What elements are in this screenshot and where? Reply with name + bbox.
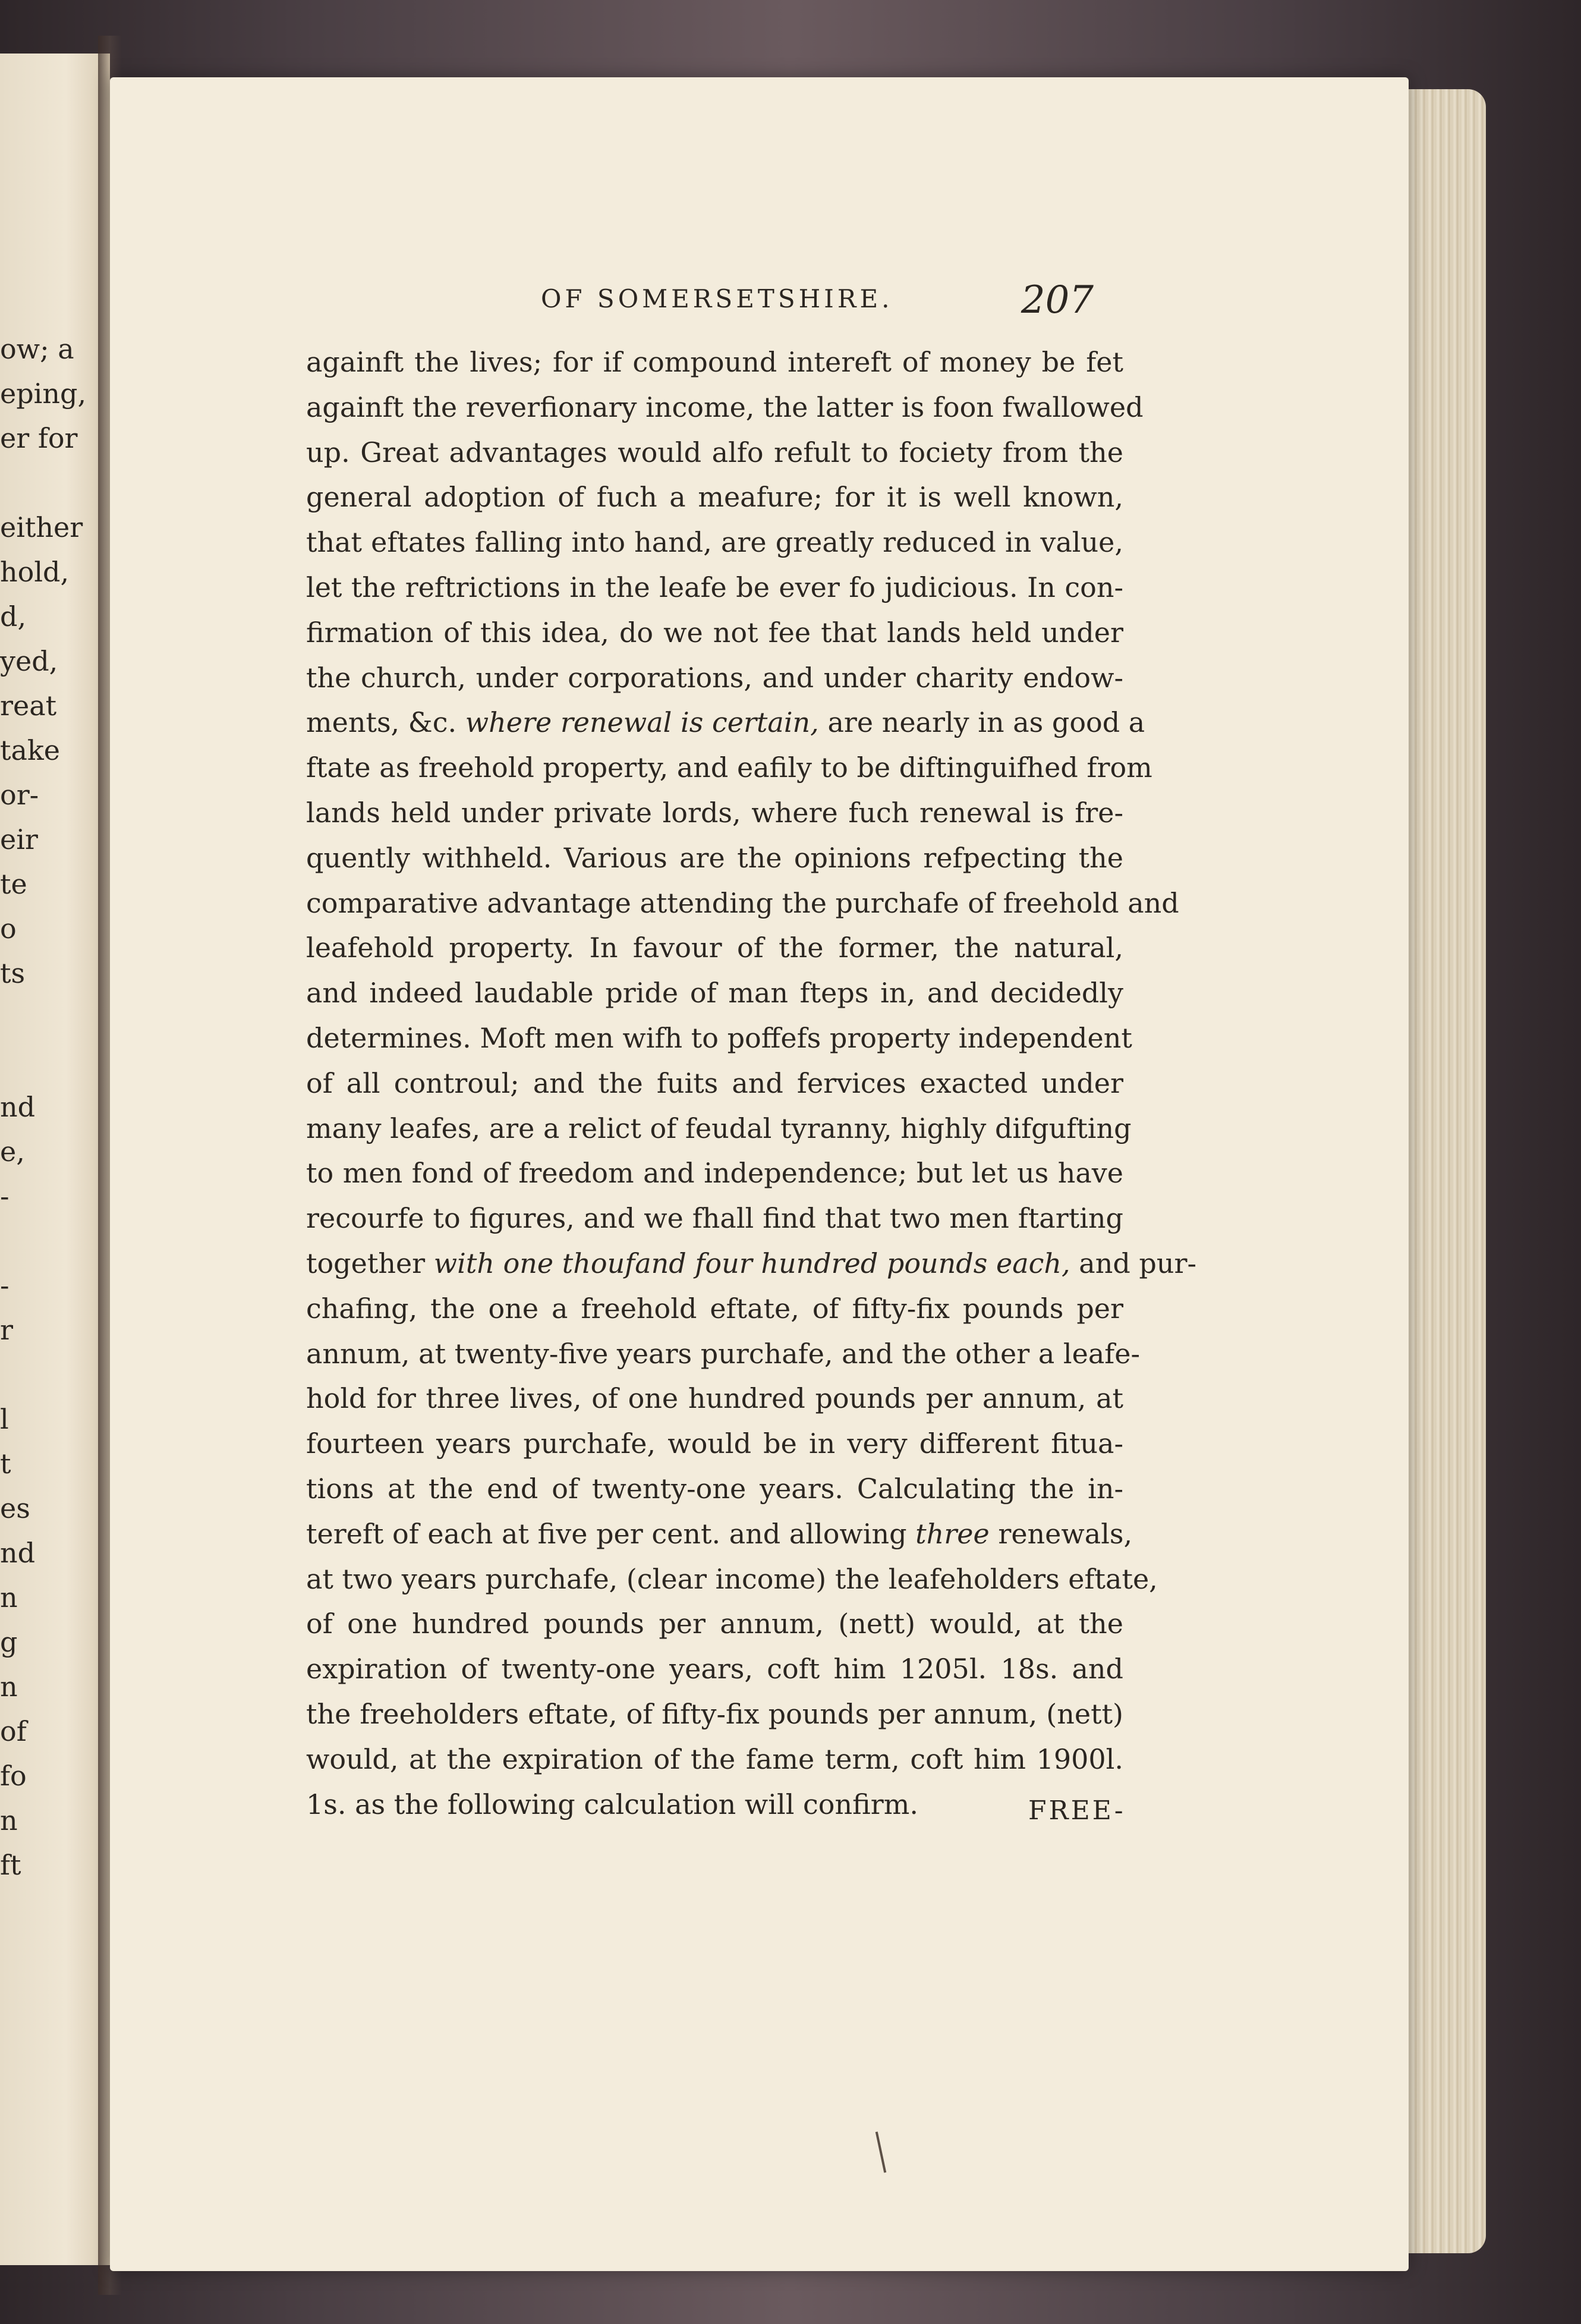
margin-fragment: n [0,1581,18,1614]
running-title: OF SOMERSETSHIRE. [541,284,893,313]
text-line: comparative advantage attending the purchafe of freehold and [306,886,1179,919]
text-line: the church, under corporations, and under charity endow- [306,661,1123,694]
margin-fragment: ft [0,1849,21,1881]
margin-fragment: either [0,511,83,543]
margin-fragment: take [0,734,61,766]
catchword: FREE- [1028,1795,1126,1826]
text-line: recourfe to figures, and we fhall find that two men ftarting [306,1202,1123,1235]
margin-fragment: es [0,1492,30,1524]
text-run: are nearly in as good a [827,706,1145,739]
text-line: quently withheld. Various are the opinions refpecting the [306,841,1123,874]
text-line [306,700,1145,746]
text-line: up. Great advantages would alfo refult to fociety from the [306,436,1123,468]
margin-fragment: nd [0,1091,36,1123]
margin-fragment: n [0,1804,18,1836]
text-run: and pur- [1079,1247,1197,1279]
margin-fragment: d, [0,600,27,633]
page-header [541,278,1094,326]
margin-fragment: ts [0,957,26,989]
margin-fragment: eir [0,823,38,856]
text-line: determines. Moft men wifh to poffefs property independent [306,1021,1132,1054]
italic-phrase: three [915,1517,990,1550]
text-line: and indeed laudable pride of man fteps in, and decidedly [306,977,1123,1010]
margin-fragment: r [0,1314,13,1346]
text-line: let the reftrictions in the leafe be ever fo judicious. In con- [306,571,1123,603]
text-run: tereft of each at five per cent. and allowing [306,1517,907,1550]
margin-fragment: hold, [0,556,70,588]
text-line: annum, at twenty-five years purchafe, and the other a leafe- [306,1337,1141,1370]
text-line: to men fond of freedom and independence; but let us have [306,1157,1123,1190]
text-line: againft the lives; for if compound intereft of money be fet [306,346,1123,378]
text-line: of all controul; and the fuits and fervices exacted under [306,1067,1123,1099]
margin-fragment: - [0,1269,10,1301]
margin-fragment: n [0,1671,18,1703]
text-line [306,1241,1197,1287]
text-line: at two years purchafe, (clear income) the leafeholders eftate, [306,1562,1158,1595]
text-line: firmation of this idea, do we not fee that lands held under [306,616,1123,649]
text-line: leafehold property. In favour of the former, the natural, [306,932,1123,964]
text-line: 1s. as the following calculation will confirm. [306,1788,919,1820]
margin-fragment: l [0,1403,9,1435]
facing-page-fragment [0,54,110,2265]
margin-fragment: o [0,913,17,945]
italic-phrase: where renewal is certain, [465,706,819,739]
text-line: many leafes, are a relict of feudal tyranny, highly difgufting [306,1112,1132,1144]
text-line: fourteen years purchafe, would be in very different fitua- [306,1427,1123,1460]
text-line: chafing, the one a freehold eftate, of fifty-fix pounds per [306,1292,1123,1325]
margin-fragment: yed, [0,645,58,677]
text-run: together [306,1247,426,1279]
margin-fragment: er for [0,422,78,454]
text-line: expiration of twenty-one years, coft him 1205l. 18s. and [306,1653,1123,1685]
text-line: general adoption of fuch a meafure; for it is well known, [306,481,1123,514]
body-text [306,340,1197,1827]
margin-fragment: nd [0,1537,36,1569]
text-line: againft the reverfionary income, the latter is foon fwallowed [306,391,1144,423]
text-line: of one hundred pounds per annum, (nett) would, at the [306,1608,1123,1640]
text-line: lands held under private lords, where fuch renewal is fre- [306,796,1123,829]
margin-fragment: ow; a [0,333,74,365]
margin-fragment: t [0,1448,11,1480]
margin-fragment: or- [0,779,39,811]
text-line: that eftates falling into hand, are greatly reduced in value, [306,526,1123,559]
italic-phrase: with one thoufand four hundred pounds each, [433,1247,1070,1279]
margin-fragment: e, [0,1136,25,1168]
text-line: the freeholders eftate, of fifty-fix pounds per annum, (nett) [306,1697,1123,1730]
text-line: would, at the expiration of the fame term, coft him 1900l. [306,1743,1123,1775]
margin-fragment: of [0,1715,27,1747]
page-number: 207 [1021,278,1094,322]
text-line [306,1512,1133,1557]
margin-fragment: - [0,1180,10,1212]
text-run: ments, &c. [306,706,457,739]
margin-fragment: te [0,868,27,900]
margin-fragment: fo [0,1760,27,1792]
margin-fragment: eping, [0,378,87,410]
text-run: renewals, [998,1517,1133,1550]
margin-fragment: reat [0,690,57,722]
text-line: tions at the end of twenty-one years. Calculating the in- [306,1472,1123,1505]
text-line: ftate as freehold property, and eafily to be diftinguifhed from [306,751,1152,784]
margin-fragment: g [0,1626,18,1658]
text-line: hold for three lives, of one hundred pounds per annum, at [306,1382,1123,1415]
